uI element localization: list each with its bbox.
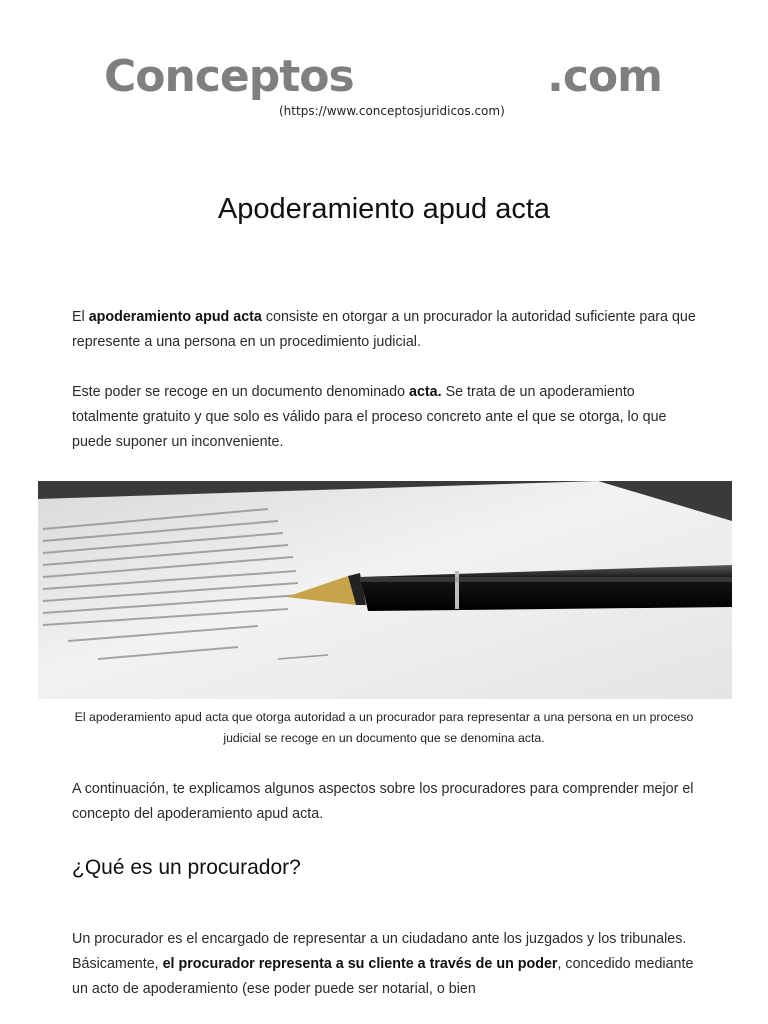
paragraph-4 bbox=[72, 927, 702, 1002]
paragraph-1-pre: El bbox=[72, 309, 89, 325]
logo-text-left: Conceptos bbox=[104, 51, 354, 102]
paragraph-1 bbox=[72, 305, 702, 355]
article-photo bbox=[38, 481, 732, 699]
logo-text-right: .com bbox=[547, 51, 662, 102]
logo-url[interactable]: (https://www.conceptosjuridicos.com) bbox=[279, 104, 505, 118]
paragraph-4-pre: Un procurador es el encargado de representar a un ciudadano ante los juzgados y los tribunales. Básicamente, bbox=[72, 931, 687, 972]
photo-caption: El apoderamiento apud acta que otorga autoridad a un procurador para representar a una persona en un proceso judicial se recoge en un documento que se denomina acta. bbox=[74, 710, 694, 745]
paragraph-2-pre: Este poder se recoge en un documento denominado bbox=[72, 384, 410, 400]
site-logo bbox=[104, 50, 668, 120]
paragraph-4-post: , concedido mediante un acto de apoderamiento (ese poder puede ser notarial, o bien bbox=[72, 956, 694, 997]
paragraph-2 bbox=[72, 380, 702, 455]
fountain-pen-on-document-image bbox=[38, 481, 732, 699]
paragraph-4-bold: el procurador representa a su cliente a través de un poder bbox=[162, 956, 558, 972]
paragraph-3: A continuación, te explicamos algunos aspectos sobre los procuradores para comprender mejor el concepto del apoderamiento apud acta. bbox=[72, 781, 694, 822]
paragraph-1-post: consiste en otorgar a un procurador la autoridad suficiente para que represente a una persona en un procedimiento judicial. bbox=[72, 309, 696, 350]
section-heading: ¿Qué es un procurador? bbox=[72, 856, 301, 879]
paragraph-1-bold: apoderamiento apud acta bbox=[88, 309, 262, 325]
paragraph-2-bold: acta. bbox=[409, 384, 442, 400]
article-title: Apoderamiento apud acta bbox=[217, 193, 551, 225]
paragraph-2-post: Se trata de un apoderamiento totalmente gratuito y que solo es válido para el proceso concreto ante el que se otorga, lo que puede suponer un inconveniente. bbox=[72, 384, 667, 450]
